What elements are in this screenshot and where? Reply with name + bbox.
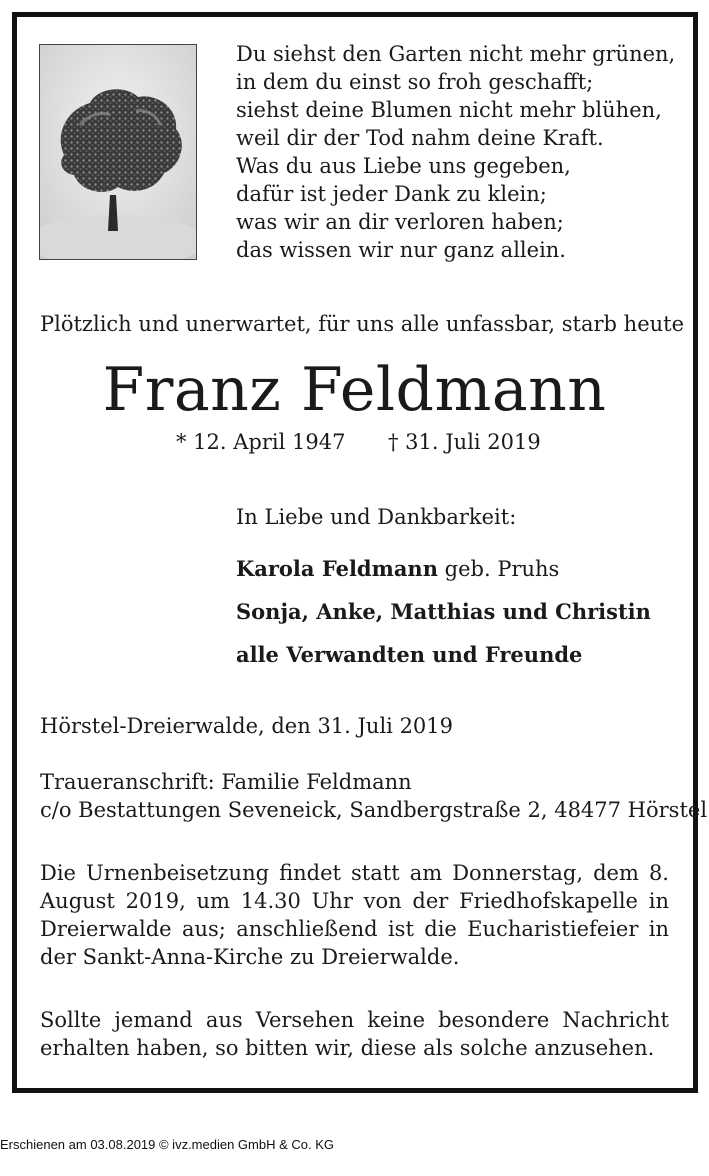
poem-line: Was du aus Liebe uns gegeben, <box>236 154 571 178</box>
intro-text: Plötzlich und unerwartet, für uns alle unfassbar, starb heute <box>40 312 685 336</box>
tree-photo <box>39 44 197 260</box>
poem-line: das wissen wir nur ganz allein. <box>236 238 566 262</box>
place-date: Hörstel-Dreierwalde, den 31. Juli 2019 <box>40 714 454 738</box>
children-names: Sonja, Anke, Matthias und Christin <box>236 599 651 624</box>
funeral-info: Die Urnenbeisetzung findet statt am Donnerstag, dem 8. August 2019, um 14.30 Uhr von der Friedhofskapelle in Dreierwalde aus; anschließend ist die Eucharistiefeier in der Sankt-Anna-Kirche zu Dreierwalde. <box>40 861 669 969</box>
mourner-relatives <box>236 642 651 685</box>
relatives-line: alle Verwandten und Freunde <box>236 642 583 667</box>
poem <box>236 40 676 264</box>
deceased-name: Franz Feldmann <box>102 355 607 425</box>
address-line-1: Traueranschrift: Familie Feldmann <box>40 770 412 794</box>
mourner-children <box>236 599 651 642</box>
thanks-line: In Liebe und Dankbarkeit: <box>236 505 517 529</box>
poem-line: was wir an dir verloren haben; <box>236 210 564 234</box>
mourning-address <box>40 768 707 824</box>
address-line-2: c/o Bestattungen Seveneick, Sandbergstraße 2, 48477 Hörstel <box>40 798 708 822</box>
mourner-wife <box>236 556 651 599</box>
life-dates <box>176 430 541 454</box>
poem-line: weil dir der Tod nahm deine Kraft. <box>236 126 604 150</box>
poem-line: in dem du einst so froh geschafft; <box>236 70 594 94</box>
publication-footer: Erschienen am 03.08.2019 © ivz.medien GmbH & Co. KG <box>0 1137 335 1152</box>
death-date: † 31. Juli 2019 <box>388 430 541 454</box>
poem-line: dafür ist jeder Dank zu klein; <box>236 182 547 206</box>
mourners-list <box>236 556 651 685</box>
birth-date: * 12. April 1947 <box>176 430 346 454</box>
notice-info: Sollte jemand aus Versehen keine besondere Nachricht erhalten haben, so bitten wir, diese als solche anzusehen. <box>40 1008 669 1060</box>
wife-name: Karola Feldmann <box>236 556 438 581</box>
poem-line: Du siehst den Garten nicht mehr grünen, <box>236 42 676 66</box>
tree-icon <box>40 45 196 259</box>
poem-line: siehst deine Blumen nicht mehr blühen, <box>236 98 662 122</box>
wife-maiden-name: geb. Pruhs <box>444 557 560 581</box>
